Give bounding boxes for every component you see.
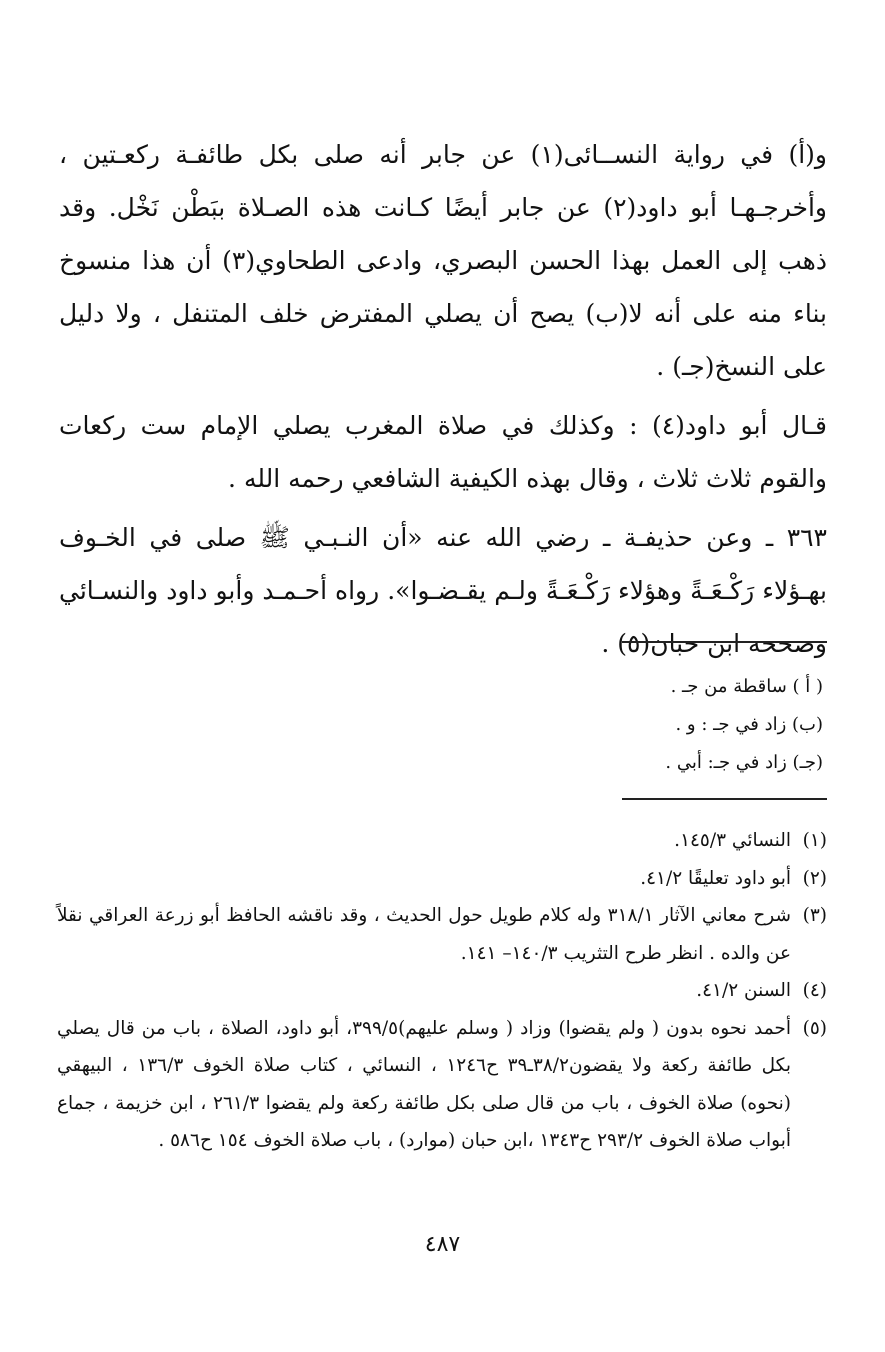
footnote-1 [57, 822, 827, 860]
separator-line [622, 641, 827, 643]
footnote-text: النسائي ١٤٥/٣. [674, 830, 791, 851]
footnotes [57, 822, 827, 1160]
page-number: ٤٨٧ [424, 1232, 461, 1257]
variant-note-b: (ب) زاد في جـ : و . [675, 714, 823, 735]
paragraph-1: و(أ) في رواية النســائى(١) عن جابر أنه صلى بكل طائفـة ركعـتين ، وأخرجـهـا أبو داود(٢) عن جابر أيضًا كـانت هذه الصـلاة ببَطْن نَخْل. وقد ذهب إلى العمل بهذا الحسن البصري، وادعى الطحاوي(٣) أن هذا منسوخ بناء منه على أنه لا(ب) يصح أن يصلي المفترض خلف المتنفل ، ولا دليل على النسخ(جـ) . [59, 140, 827, 381]
variant-note-a: ( أ ) ساقطة من جـ . [670, 676, 823, 697]
footnote-number: (٤) [802, 980, 827, 1001]
separator-line [622, 798, 827, 800]
footnote-2 [57, 860, 827, 898]
footnote-text: السنن ٤١/٢. [696, 980, 791, 1001]
footnote-text: أحمد نحوه بدون ( ولم يقضوا) وزاد ( وسلم عليهم)٣٩٩/٥، أبو داود، الصلاة ، باب من قال يصلي بكل طائفة ركعة ولا يقضون٣٨/٢ـ٣٩ ح١٢٤٦ ، النسائي ، كتاب صلاة الخوف ١٣٦/٣ ، البيهقي (نحوه) صلاة الخوف ، باب من قال صلى بكل طائفة ركعة ولم يقضوا ٢٦١/٣ ، ابن خزيمة ، جماع أبواب صلاة الخوف ٢٩٣/٢ ح١٣٤٣ ،ابن حبان (موارد) ، باب صلاة الخوف ١٥٤ ح٥٨٦ . [57, 1017, 792, 1151]
footnote-number: (١) [802, 830, 827, 851]
footnote-number: (٢) [802, 867, 827, 889]
variant-notes [63, 668, 823, 782]
footnote-5 [57, 1010, 827, 1160]
paragraph-3-hadith-363: ٣٦٣ ـ وعن حذيفـة ـ رضي الله عنه «أن النـبـي ﷺ صلى في الخـوف بهـؤلاء رَكْـعَـةً وهؤلاء رَكْـعَـةً ولـم يقـضـوا». رواه أحـمـد وأبو داود والنسـائي وصححه ابن حبان(٥) . [59, 523, 827, 658]
footnote-4 [57, 972, 827, 1010]
footnote-number: (٥) [802, 1017, 827, 1039]
main-text [59, 128, 827, 676]
variant-note-c: (جـ) زاد في جـ: أبي . [665, 752, 823, 773]
footnote-number: (٣) [802, 905, 827, 926]
paragraph-2: قـال أبو داود(٤) : وكذلك في صلاة المغرب يصلي الإمام ست ركعات والقوم ثلاث ثلاث ، وقال بهذه الكيفية الشافعي رحمه الله . [59, 411, 827, 493]
footnote-3 [57, 897, 827, 972]
footnote-text: أبو داود تعليقًا ٤١/٢. [640, 867, 791, 889]
footnote-text: شرح معاني الآثار ٣١٨/١ وله كلام طويل حول الحديث ، وقد ناقشه الحافظ أبو زرعة العراقي نقلاً عن والده . انظر طرح التثريب ١٤٠/٣– ١٤١. [57, 905, 791, 964]
